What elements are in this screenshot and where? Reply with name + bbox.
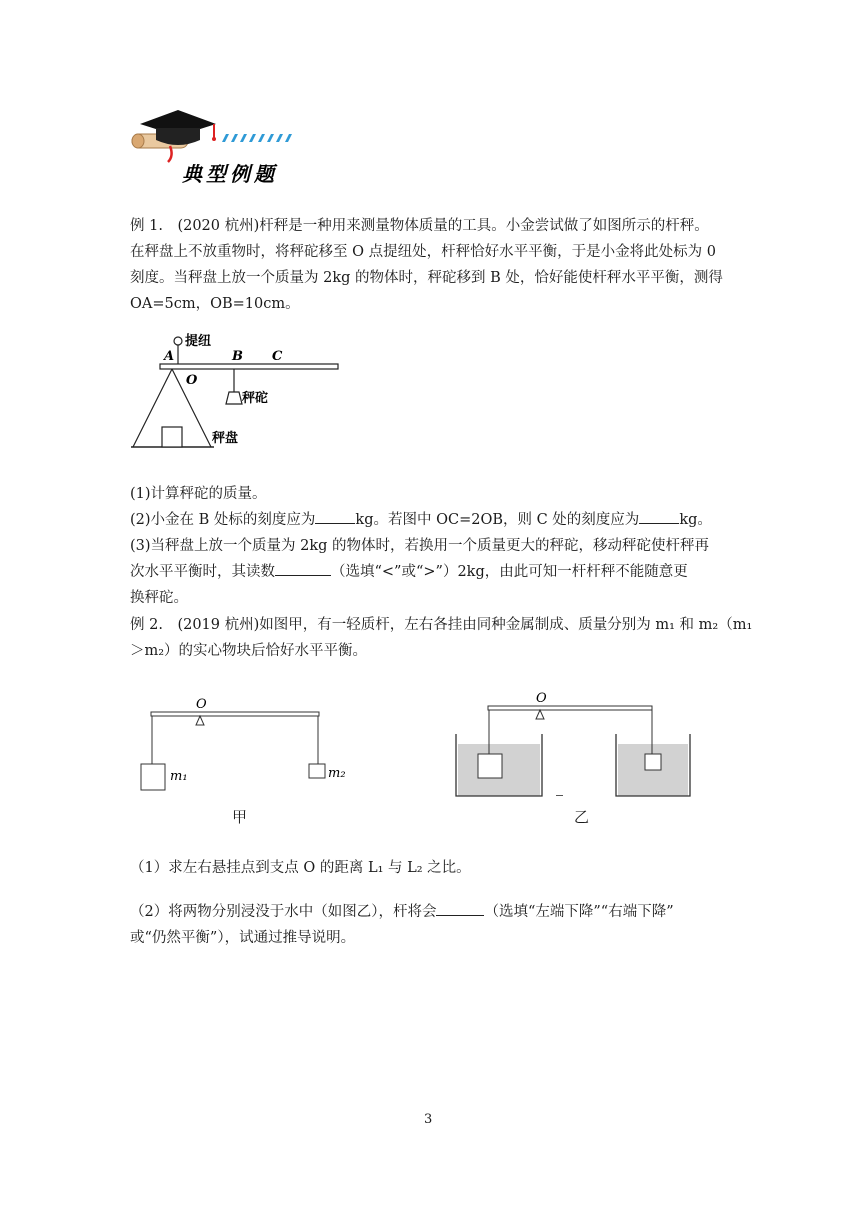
q3-text-2: （选填“<”或“>”）2kg，由此可知一杆杆秤不能随意更 (331, 564, 688, 580)
label-weight: 秤砣 (242, 391, 269, 406)
pivot-label-o-left: O (196, 697, 207, 712)
example1-q2 (130, 507, 730, 533)
example1-q1: (1)计算秤砣的质量。 (130, 486, 267, 502)
q2b-text-1: （2）将两物分别浸没于水中（如图乙），杆将会 (130, 904, 437, 920)
example1-line-4: OA=5cm，OB=10cm。 (130, 296, 300, 312)
example1-statement (130, 213, 730, 317)
lever-figure-jia (133, 690, 358, 800)
answer-blank-c-scale[interactable] (639, 509, 679, 524)
example1-q3-line3: 换秤砣。 (130, 590, 188, 606)
example1-q3-line1: (3)当秤盘上放一个质量为 2kg 的物体时，若换用一个质量更大的秤砣，移动秤砣使杆秤再 (130, 538, 710, 554)
answer-blank-lever[interactable] (436, 901, 484, 916)
example1-line-2: 在秤盘上不放重物时，将秤砣移至 O 点提纽处，杆秤恰好水平平衡，于是小金将此处标为 0 (130, 244, 716, 260)
label-C: C (272, 349, 283, 364)
example2-q2-line2: 或“仍然平衡”），试通过推导说明。 (130, 930, 356, 946)
example1-line-3: 刻度。当秤盘上放一个质量为 2kg 的物体时，秤砣移到 B 处，恰好能使杆秤水平平衡，测得 (130, 270, 723, 286)
label-pan: 秤盘 (212, 431, 239, 446)
example2-line-1: 例 2. (2019 杭州)如图甲，有一轻质杆，左右各挂由同种金属制成、质量分别为 m₁ 和 m₂（m₁ (130, 617, 753, 633)
answer-blank-b-scale[interactable] (315, 509, 355, 524)
q2b-text-2: （选填“左端下降”“右端下降” (484, 904, 674, 920)
caption-jia: 甲 (232, 808, 248, 826)
label-knob: 提纽 (185, 334, 212, 349)
mass-label-m2: m₂ (328, 766, 346, 781)
label-O: O (186, 373, 198, 388)
example2-q1: （1）求左右悬挂点到支点 O 的距离 L₁ 与 L₂ 之比。 (130, 860, 471, 876)
q2-text-3: kg。 (679, 512, 712, 528)
steelyard-figure (128, 330, 368, 455)
label-B: B (232, 349, 243, 364)
example1-line-1: 例 1. (2020 杭州)杆秤是一种用来测量物体质量的工具。小金尝试做了如图所示的杆秤。 (130, 218, 709, 234)
mass-label-m1: m₁ (170, 769, 188, 784)
example2-q2-line1 (130, 899, 730, 925)
pivot-label-o-right: O (536, 691, 547, 706)
q2-text-2: kg。若图中 OC=2OB，则 C 处的刻度应为 (355, 512, 640, 528)
example1-questions (130, 481, 730, 611)
page-number: 3 (424, 1112, 433, 1127)
q2-text-1: (2)小金在 B 处标的刻度应为 (130, 512, 316, 528)
section-header (130, 106, 300, 186)
example2-statement (130, 612, 753, 664)
caption-yi: 乙 (574, 808, 590, 826)
lever-figure-yi (448, 686, 698, 802)
example2-q2 (130, 899, 730, 951)
label-A: A (164, 349, 175, 364)
section-title: 典型例题 (182, 162, 278, 186)
q3-text-1: 次水平平衡时，其读数 (130, 564, 275, 580)
small-dash-mark (556, 795, 563, 796)
answer-blank-compare[interactable] (275, 561, 331, 576)
example2-line-2: ＞m₂）的实心物块后恰好水平平衡。 (130, 643, 368, 659)
example1-q3-line2 (130, 559, 730, 585)
